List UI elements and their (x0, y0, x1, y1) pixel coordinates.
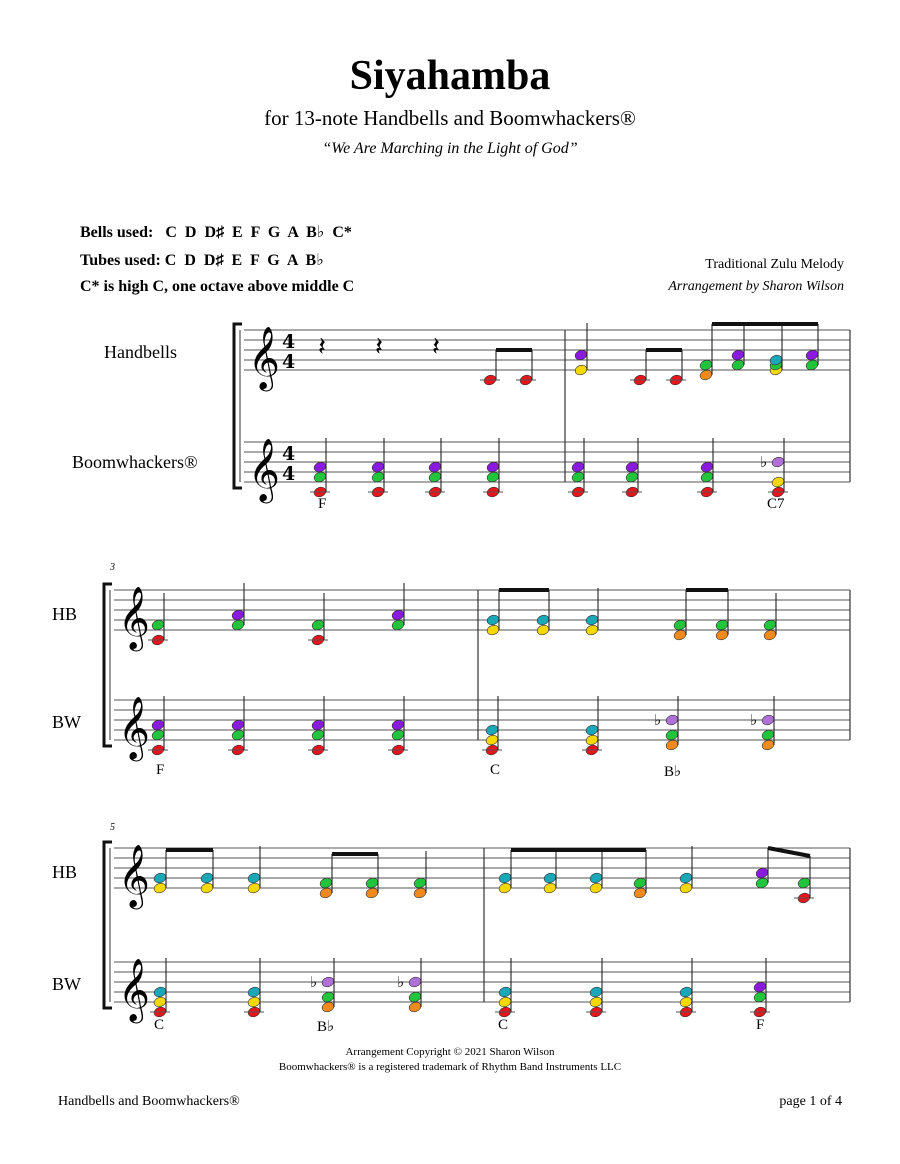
time-signature-top: 4 (282, 443, 296, 465)
note-head-F (486, 471, 500, 484)
note-head-D (365, 887, 379, 900)
copyright (0, 1045, 900, 1075)
note-head-D (763, 629, 777, 642)
time-signature-bottom: 4 (282, 351, 296, 373)
note-head-F (761, 729, 775, 742)
note-head-G (153, 986, 167, 999)
note-head-G (585, 724, 599, 737)
staff-label-hb: HB (52, 604, 78, 624)
chord-symbol: C7 (767, 496, 785, 512)
chord-symbol: C (498, 1017, 509, 1033)
note-head-F (633, 877, 647, 890)
note-head-A (371, 461, 385, 474)
note-head-E (574, 364, 588, 377)
treble-clef-icon: 𝄞 (248, 438, 280, 501)
note-head-F (700, 471, 714, 484)
note-head-E (247, 996, 261, 1009)
subtitle: for 13-note Handbells and Boomwhackers® (264, 106, 636, 130)
staff-label-bw: BW (52, 974, 81, 994)
note-head-D (761, 739, 775, 752)
note-head-F (365, 877, 379, 890)
note-head-D (715, 629, 729, 642)
note-head-E (543, 882, 557, 895)
note-head-A (571, 461, 585, 474)
note-head-E (679, 996, 693, 1009)
note-head-A (391, 719, 405, 732)
note-head-F (391, 619, 405, 632)
footer-right: page 1 of 4 (779, 1094, 842, 1109)
high-c-note-text: C* is high C, one octave above middle C (80, 278, 355, 295)
note-head-F (319, 877, 333, 890)
quarter-rest-icon: 𝄽 (432, 332, 440, 362)
note-head-D (665, 739, 679, 752)
note-head-E (153, 882, 167, 895)
system-bracket (104, 584, 112, 746)
note-head-E (486, 624, 500, 637)
tubes-used-text: Tubes used: C D D♯ E F G A B♭ (80, 252, 324, 269)
note-head-G (200, 872, 214, 885)
note-head-A (313, 461, 327, 474)
flat-icon: ♭ (397, 973, 405, 991)
note-head-G (247, 986, 261, 999)
note-head-F (428, 471, 442, 484)
treble-clef-icon: 𝄞 (248, 326, 280, 389)
note-head-F (391, 729, 405, 742)
note-head-F (311, 619, 325, 632)
note-head-A (700, 461, 714, 474)
staff-label-bw: BW (52, 712, 81, 732)
note-head-F (715, 619, 729, 632)
note-head-A (731, 349, 745, 362)
note-head-D (413, 887, 427, 900)
note-head-F (753, 991, 767, 1004)
note-head-G (585, 614, 599, 627)
note-head-F (371, 471, 385, 484)
chord-symbol: B♭ (317, 1019, 335, 1035)
note-head-F (805, 359, 819, 372)
note-head-A (486, 461, 500, 474)
chord-symbol: F (318, 496, 327, 512)
note-head-A (231, 719, 245, 732)
measure-number: 3 (110, 562, 115, 573)
note-head-F (731, 359, 745, 372)
arranger-credit: Arrangement by Sharon Wilson (668, 279, 844, 294)
system-bracket (234, 324, 242, 488)
note-head-F (413, 877, 427, 890)
tagline: “We Are Marching in the Light of God” (322, 140, 578, 157)
treble-clef-icon: 𝄞 (118, 958, 150, 1021)
note-beam (768, 848, 810, 856)
note-head-G (589, 986, 603, 999)
note-head-A (753, 981, 767, 994)
note-head-F (313, 471, 327, 484)
chord-symbol: B♭ (664, 764, 682, 780)
note-head-A (755, 867, 769, 880)
note-head-F (571, 471, 585, 484)
note-head-E (585, 734, 599, 747)
note-head-E (153, 996, 167, 1009)
quarter-rest-icon: 𝄽 (375, 332, 383, 362)
note-head-D (408, 1001, 422, 1014)
treble-clef-icon: 𝄞 (118, 696, 150, 759)
note-head-E (589, 882, 603, 895)
chord-symbol: F (756, 1017, 765, 1033)
staff-label-hb: HB (52, 862, 78, 882)
note-head-G (679, 872, 693, 885)
chord-symbol: C (154, 1017, 165, 1033)
note-head-A (574, 349, 588, 362)
note-head-G (153, 872, 167, 885)
system-bracket (104, 842, 112, 1008)
note-head-Bb (761, 714, 775, 727)
note-head-E (247, 882, 261, 895)
note-head-D (633, 887, 647, 900)
note-head-A (311, 719, 325, 732)
note-head-D (699, 369, 713, 382)
note-head-E (485, 734, 499, 747)
note-head-G (486, 614, 500, 627)
note-head-E (771, 476, 785, 489)
chord-symbol: C (490, 762, 501, 778)
note-head-G (498, 986, 512, 999)
note-head-Bb (408, 976, 422, 989)
staff-label-boomwhackers: Boomwhackers® (72, 452, 198, 472)
note-head-G (543, 872, 557, 885)
quarter-rest-icon: 𝄽 (318, 332, 326, 362)
note-head-F (665, 729, 679, 742)
note-head-A (428, 461, 442, 474)
note-head-A (805, 349, 819, 362)
chord-symbol: F (156, 762, 165, 778)
trademark-line: Boomwhackers® is a registered trademark of Rhythm Band Instruments LLC (278, 1061, 622, 1073)
note-head-F (797, 877, 811, 890)
staff-label-handbells: Handbells (104, 342, 177, 362)
flat-icon: ♭ (310, 973, 318, 991)
bells-used-text: Bells used: C D D♯ E F G A B♭ C* (80, 224, 352, 241)
note-head-F (321, 991, 335, 1004)
note-head-G (247, 872, 261, 885)
note-head-F (763, 619, 777, 632)
note-head-Bb (771, 456, 785, 469)
copyright-line: Arrangement Copyright © 2021 Sharon Wilson (345, 1046, 555, 1058)
note-head-Bb (665, 714, 679, 727)
note-head-F (699, 359, 713, 372)
time-signature-bottom: 4 (282, 463, 296, 485)
note-head-E (536, 624, 550, 637)
note-head-E (585, 624, 599, 637)
treble-clef-icon: 𝄞 (118, 844, 150, 907)
note-head-Bb (321, 976, 335, 989)
note-head-F (231, 619, 245, 632)
note-head-F (673, 619, 687, 632)
measure-number: 5 (110, 822, 115, 833)
flat-icon: ♭ (750, 711, 758, 729)
note-head-E (679, 882, 693, 895)
page-title: Siyahamba (349, 53, 551, 99)
note-head-A (151, 719, 165, 732)
note-head-E (498, 996, 512, 1009)
note-head-F (151, 619, 165, 632)
note-head-F (755, 877, 769, 890)
note-head-E (589, 996, 603, 1009)
note-head-G (498, 872, 512, 885)
note-head-D (673, 629, 687, 642)
note-head-A (231, 609, 245, 622)
note-head-G (589, 872, 603, 885)
footer-left: Handbells and Boomwhackers® (58, 1094, 240, 1109)
note-head-G (485, 724, 499, 737)
note-head-G (536, 614, 550, 627)
composer-credit: Traditional Zulu Melody (705, 257, 844, 272)
note-head-E (200, 882, 214, 895)
note-head-F (231, 729, 245, 742)
note-head-A (391, 609, 405, 622)
time-signature-top: 4 (282, 331, 296, 353)
note-head-A (625, 461, 639, 474)
note-head-D (319, 887, 333, 900)
note-head-D (321, 1001, 335, 1014)
flat-icon: ♭ (654, 711, 662, 729)
treble-clef-icon: 𝄞 (118, 586, 150, 649)
note-head-F (625, 471, 639, 484)
note-head-F (408, 991, 422, 1004)
note-head-E (498, 882, 512, 895)
note-head-F (311, 729, 325, 742)
flat-icon: ♭ (760, 453, 768, 471)
note-head-F (151, 729, 165, 742)
note-head-G (679, 986, 693, 999)
